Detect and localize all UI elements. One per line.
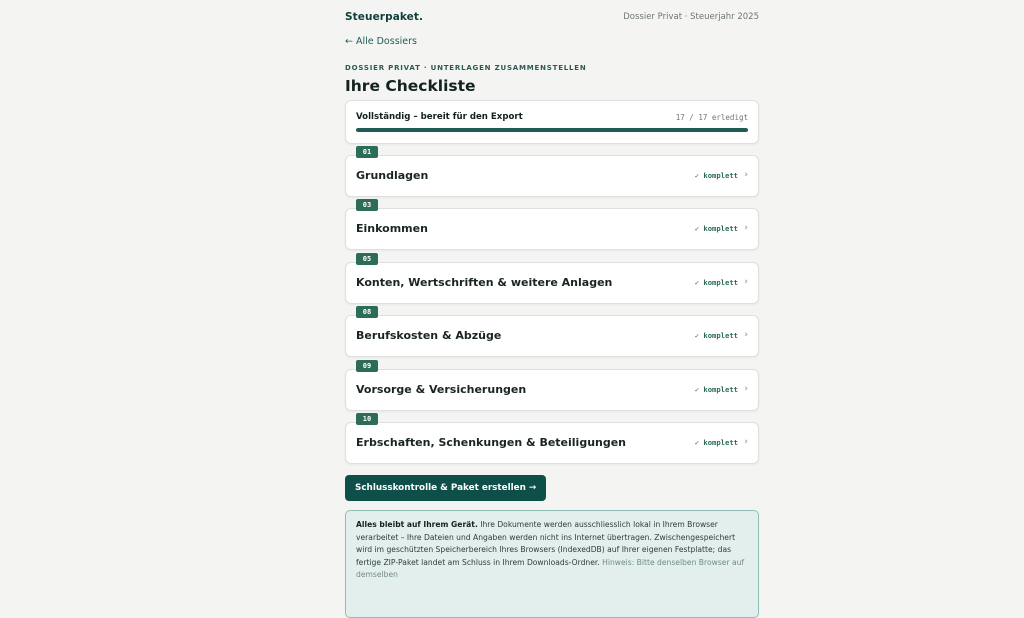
progress-track — [356, 128, 748, 132]
page-title: Ihre Checkliste — [345, 77, 476, 95]
dossier-meta: Dossier Privat · Steuerjahr 2025 — [623, 12, 759, 22]
chevron-right-icon: › — [744, 384, 748, 394]
brand-logo[interactable]: Steuerpaket. — [345, 11, 424, 23]
section-status: ✓ komplett — [694, 278, 738, 287]
section-title: Vorsorge & Versicherungen — [356, 383, 527, 396]
section-card-erbschaften[interactable] — [345, 415, 759, 464]
section-number-badge: 05 — [356, 253, 378, 265]
section-number-badge: 01 — [356, 146, 378, 158]
section-status: ✓ komplett — [694, 224, 738, 233]
privacy-notice-title: Alles bleibt auf Ihrem Gerät. — [356, 520, 478, 529]
progress-card — [345, 100, 759, 144]
chevron-right-icon: › — [744, 437, 748, 447]
chevron-right-icon: › — [744, 277, 748, 287]
chevron-right-icon: › — [744, 223, 748, 233]
section-card-grundlagen[interactable] — [345, 148, 759, 197]
privacy-notice-hint: Hinweis: Bitte denselben Browser auf demselben — [356, 557, 745, 579]
progress-label: Vollständig – bereit für den Export — [356, 112, 523, 122]
page-eyebrow: DOSSIER PRIVAT · UNTERLAGEN ZUSAMMENSTELLEN — [345, 64, 587, 72]
create-package-button[interactable]: Schlusskontrolle & Paket erstellen → — [345, 475, 546, 501]
section-title: Erbschaften, Schenkungen & Beteiligungen — [356, 436, 627, 449]
section-number-badge: 03 — [356, 199, 378, 211]
section-card-einkommen[interactable] — [345, 201, 759, 250]
chevron-right-icon: › — [744, 330, 748, 340]
section-number-badge: 09 — [356, 360, 378, 372]
privacy-notice — [345, 510, 759, 618]
section-status: ✓ komplett — [694, 385, 738, 394]
back-to-dossiers-link[interactable]: ← Alle Dossiers — [345, 36, 417, 47]
section-number-badge: 08 — [356, 306, 378, 318]
chevron-right-icon: › — [744, 170, 748, 180]
section-status: ✓ komplett — [694, 331, 738, 340]
section-status: ✓ komplett — [694, 438, 738, 447]
progress-count: 17 / 17 erledigt — [675, 113, 748, 122]
section-card-vorsorge[interactable] — [345, 362, 759, 411]
section-title: Konten, Wertschriften & weitere Anlagen — [356, 276, 613, 289]
progress-fill — [356, 128, 748, 132]
section-card-berufskosten[interactable] — [345, 308, 759, 357]
section-card-konten[interactable] — [345, 255, 759, 304]
privacy-notice-text: Ihre Dokumente werden ausschliesslich lokal in Ihrem Browser verarbeitet – Ihre Dateien und Angaben werden nicht ins Internet übertragen. Zwischengespeichert wird im geschützten Speicherbereich Ihres Browsers (IndexedDB) auf Ihrer eigenen Festplatte; das fertige ZIP-Paket landet am Schluss in Ihrem Downloads-Ordner. — [356, 520, 736, 567]
section-title: Berufskosten & Abzüge — [356, 329, 502, 342]
section-title: Einkommen — [356, 222, 428, 235]
section-status: ✓ komplett — [694, 171, 738, 180]
section-number-badge: 10 — [356, 413, 378, 425]
section-title: Grundlagen — [356, 169, 429, 182]
